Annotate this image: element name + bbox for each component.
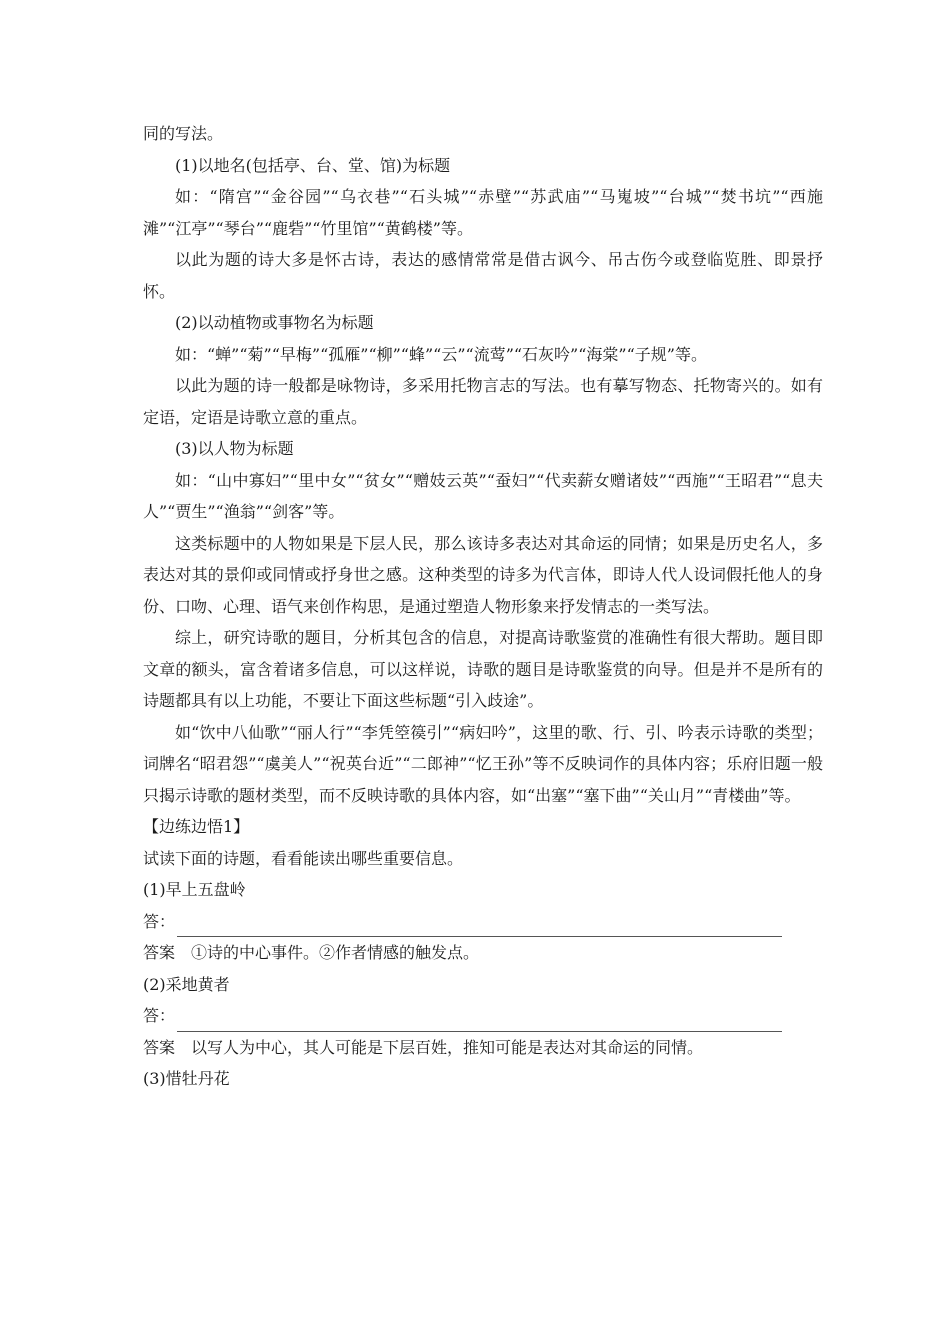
examples-objects: 如：“蝉”“菊”“早梅”“孤雁”“柳”“蜂”“云”“流莺”“石灰吟”“海棠”“子规”等。 [175,344,707,364]
exercise-item-title: (2)采地黄者 [143,974,230,994]
answer-prefix: 答： [143,1006,176,1025]
examples-people: 如：“山中寡妇”“里中女”“贫女”“赠妓云英”“蚕妇”“代卖薪女赠诸妓”“西施”“王昭君”“息夫人”“贾生”“渔翁”“剑客”等。 [143,470,823,521]
exercise-answer: 答案 以写人为中心，其人可能是下层百姓，推知可能是表达对其命运的同情。 [143,1037,704,1057]
exercise-instruction: 试读下面的诗题，看看能读出哪些重要信息。 [143,848,464,868]
exercise-item-title: (3)惜牡丹花 [143,1069,230,1088]
answer-field[interactable] [143,906,823,938]
exercise-heading: 【边练边悟1】 [143,817,250,836]
examples-place-names: 如：“隋宫”“金谷园”“乌衣巷”“石头城”“赤壁”“苏武庙”“马嵬坡”“台城”“焚书坑”“西施滩”“江亭”“琴台”“鹿砦”“竹里馆”“黄鹤楼”等。 [143,187,823,238]
counter-examples-paragraph: 如“饮中八仙歌”“丽人行”“李凭箜篌引”“病妇吟”，这里的歌、行、引、吟表示诗歌的类型；词牌名“昭君怨”“虞美人”“祝英台近”“二郎神”“忆王孙”等不反映词作的具体内容；乐府旧题一般只揭示诗歌的题材类型，而不反映诗歌的具体内容，如“出塞”“塞下曲”“关山月”“青楼曲”等。 [143,722,823,805]
document-page [143,118,823,1095]
heading-place-names: (1)以地名(包括亭、台、堂、馆)为标题 [175,155,451,175]
explanation-objects: 以此为题的诗一般都是咏物诗，多采用托物言志的写法。也有摹写物态、托物寄兴的。如有定语，定语是诗歌立意的重点。 [143,376,823,427]
answer-prefix: 答： [143,911,176,931]
answer-blank-line[interactable] [177,1010,782,1032]
exercise-answer: 答案 ①诗的中心事件。②作者情感的触发点。 [143,943,480,962]
explanation-people: 这类标题中的人物如果是下层人民，那么该诗多表达对其命运的同情；如果是历史名人，多表达对其的景仰或同情或抒身世之感。这种类型的诗多为代言体，即诗人代人设词假托他人的身份、口吻、心理、语气来创作构思，是通过塑造人物形象来抒发情志的一类写法。 [143,533,823,616]
heading-objects: (2)以动植物或事物名为标题 [175,313,374,332]
summary-paragraph: 综上，研究诗歌的题目，分析其包含的信息，对提高诗歌鉴赏的准确性有很大帮助。题目即文章的额头，富含着诸多信息，可以这样说，诗歌的题目是诗歌鉴赏的向导。但是并不是所有的诗题都具有以上功能，不要让下面这些标题“引入歧途”。 [143,628,823,710]
heading-people: (3)以人物为标题 [175,439,294,458]
exercise-item-title: (1)早上五盘岭 [143,880,246,899]
paragraph-continuation: 同的写法。 [143,124,224,143]
answer-blank-line[interactable] [177,915,782,937]
answer-field[interactable] [143,1000,823,1032]
explanation-place-names: 以此为题的诗大多是怀古诗，表达的感情常常是借古讽今、吊古伤今或登临览胜、即景抒怀。 [143,250,823,301]
